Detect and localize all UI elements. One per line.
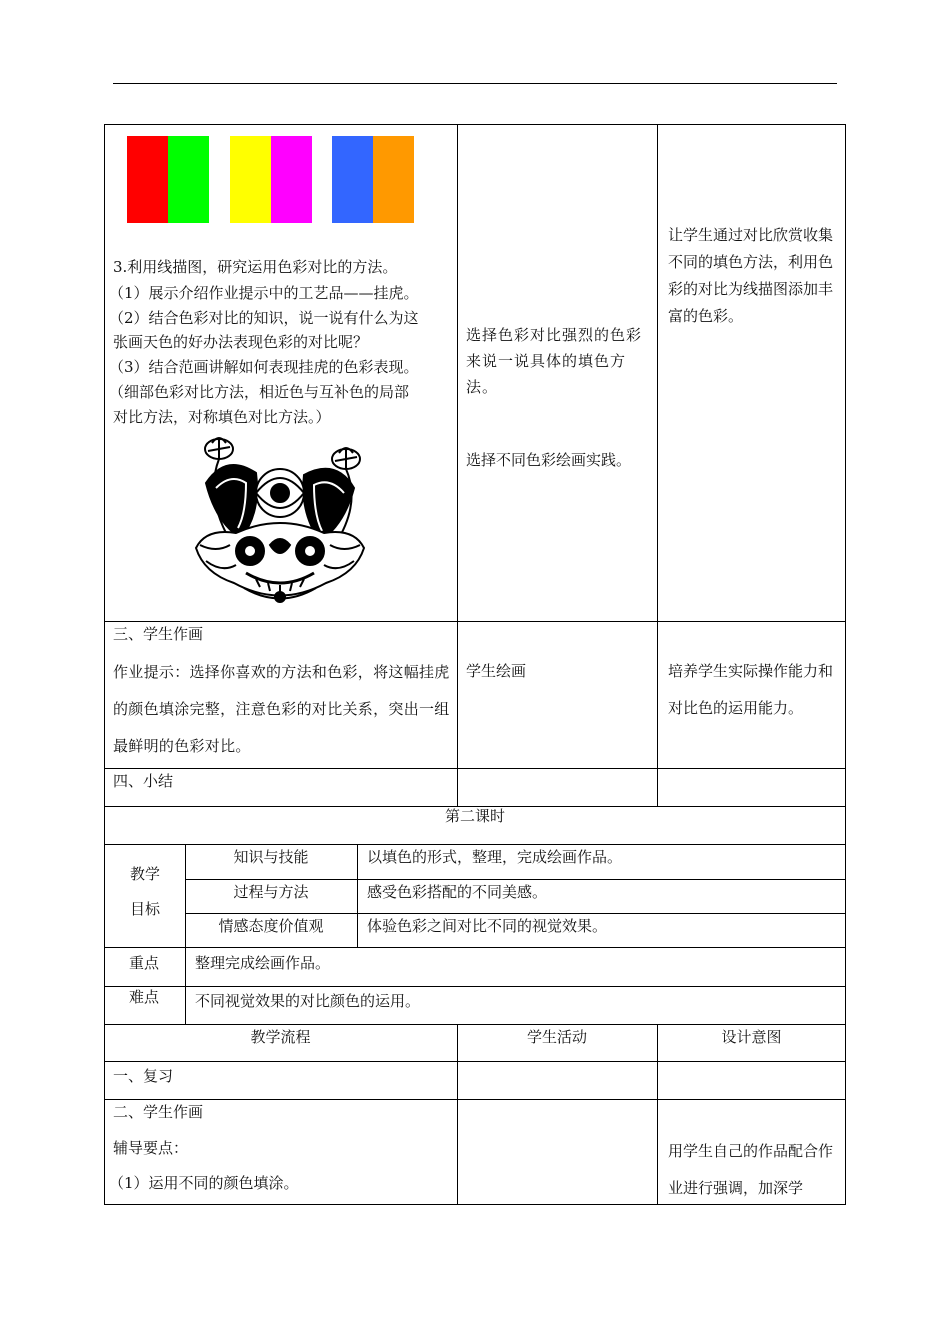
drawing-intent: 用学生自己的作品配合作业进行强调，加深学 [668, 1142, 834, 1197]
row-divider [104, 1099, 846, 1100]
goal-label: 情感态度价值观 [218, 917, 324, 935]
column-divider [657, 124, 658, 806]
method-line: （细部色彩对比方法，相近色与互补色的局部 [109, 383, 410, 401]
method-line: （1）展示介绍作业提示中的工艺品——挂虎。 [109, 284, 419, 302]
student-drawing-intent: 培养学生实际操作能力和对比色的运用能力。 [668, 662, 834, 717]
goals-label: 目标 [130, 900, 161, 918]
column-divider [357, 844, 358, 947]
method-line: （2）结合色彩对比的知识，说一说有什么为这 [109, 309, 419, 327]
key-point-text: 整理完成绘画作品。 [195, 954, 331, 972]
drawing-title: 二、学生作画 [113, 1103, 204, 1121]
method-line: （3）结合范画讲解如何表现挂虎的色彩表现。 [109, 358, 419, 376]
goal-text: 以填色的形式，整理，完成绘画作品。 [367, 848, 623, 866]
tiger-mask-line-drawing-icon [186, 433, 374, 609]
student-drawing-activity: 学生绘画 [466, 662, 527, 680]
row-divider [104, 947, 846, 948]
difficulty-label: 难点 [129, 988, 160, 1006]
header-rule [113, 83, 837, 84]
row-divider [104, 1061, 846, 1062]
key-point-label: 重点 [129, 954, 160, 972]
goal-text: 体验色彩之间对比不同的视觉效果。 [367, 917, 608, 935]
header-intent: 设计意图 [721, 1028, 782, 1046]
header-activity: 学生活动 [526, 1028, 587, 1046]
activity-practice: 选择不同色彩绘画实践。 [466, 451, 632, 469]
row-divider [104, 621, 846, 622]
review-title: 一、复习 [113, 1067, 174, 1085]
method-line: 对比方法，对称填色对比方法。） [113, 408, 331, 426]
method-line: 3.利用线描图，研究运用色彩对比的方法。 [113, 258, 398, 276]
row-divider [104, 1024, 846, 1025]
row-divider [104, 844, 846, 845]
row-divider [185, 913, 846, 914]
column-divider [457, 1024, 458, 1205]
activity-choose-colors: 选择色彩对比强烈的色彩来说一说具体的填色方法。 [466, 326, 643, 396]
summary-title: 四、小结 [113, 772, 174, 790]
homework-hint: 作业提示：选择你喜欢的方法和色彩，将这幅挂虎的颜色填涂完整，注意色彩的对比关系，突出一组最鲜明的色彩对比。 [113, 663, 450, 755]
goal-text: 感受色彩搭配的不同美感。 [367, 883, 548, 901]
goals-label: 教学 [130, 865, 161, 883]
swatch-orange [373, 136, 414, 223]
goal-label: 知识与技能 [233, 848, 309, 866]
swatch-magenta [271, 136, 312, 223]
difficulty-text: 不同视觉效果的对比颜色的运用。 [195, 992, 421, 1010]
student-drawing-title: 三、学生作画 [113, 625, 204, 643]
drawing-sub: 辅导要点： [113, 1139, 189, 1157]
swatch-green [168, 136, 209, 223]
intent-compare: 让学生通过对比欣赏收集不同的填色方法，利用色彩的对比为线描图添加丰富的色彩。 [668, 226, 834, 325]
drawing-item: （1）运用不同的颜色填涂。 [109, 1174, 299, 1192]
row-divider [104, 768, 846, 769]
row-divider [104, 986, 846, 987]
header-process: 教学流程 [250, 1028, 311, 1046]
column-divider [457, 124, 458, 806]
method-line: 张画天色的好办法表现色彩的对比呢？ [113, 333, 369, 351]
swatch-red [127, 136, 168, 223]
goal-label: 过程与方法 [233, 883, 309, 901]
lesson-two-title: 第二课时 [444, 807, 505, 825]
swatch-yellow [230, 136, 271, 223]
swatch-blue [332, 136, 373, 223]
row-divider [185, 879, 846, 880]
column-divider [657, 1024, 658, 1205]
